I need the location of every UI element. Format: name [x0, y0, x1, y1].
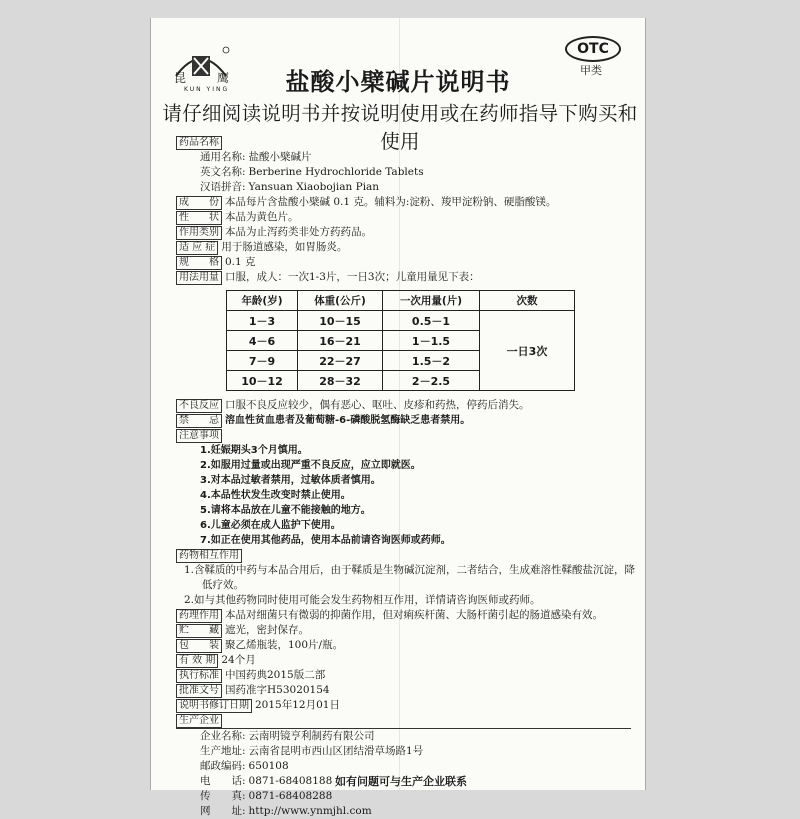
appearance-row: 性 状 本品为黄色片。	[176, 210, 636, 225]
dose-table	[226, 290, 575, 391]
precautions-header: 注意事项	[176, 428, 636, 443]
precaution-item: 6.儿童必须在成人监护下使用。	[200, 520, 341, 531]
precaution-item: 2.如服用过量或出现严重不良反应，应立即就医。	[200, 460, 421, 471]
frequency-cell: 一日3次	[480, 311, 575, 391]
precaution-item: 5.请将本品放在儿童不能接触的地方。	[200, 505, 371, 516]
precaution-item: 7.如正在使用其他药品，使用本品前请咨询医师或药师。	[200, 535, 451, 546]
table-cell: 10－12	[227, 371, 298, 391]
header-cell: 一次用量(片)	[383, 291, 480, 311]
drug-name-section	[176, 135, 636, 150]
page-title: 盐酸小檗碱片说明书	[285, 68, 511, 96]
table-row	[227, 311, 575, 331]
manufacturer-address-row: 生产地址: 云南省昆明市西山区团结滑草场路1号	[200, 745, 424, 757]
interaction-item: 2.如与其他药物同时使用可能会发生药物相互作用，详情请咨询医师或药师。	[184, 594, 541, 606]
dosage-row: 用法用量 口服，成人：一次1-3片，一日3次；儿童用量见下表：	[176, 270, 636, 285]
standard-row: 执行标准 中国药典2015版二部	[176, 668, 636, 683]
table-cell: 28－32	[298, 371, 383, 391]
contraindications-row: 禁 忌 溶血性贫血患者及葡萄糖-6-磷酸脱氢酶缺乏患者禁用。	[176, 413, 636, 428]
table-cell: 1.5－2	[383, 351, 480, 371]
manufacturer-phone-row: 电 话: 0871-68408188	[200, 775, 333, 787]
ingredients-row: 成 份 本品每片含盐酸小檗碱 0.1 克。辅料为:淀粉、羧甲淀粉钠、硬脂酸镁。	[176, 195, 636, 210]
manufacturer-fax-row: 传 真: 0871-68408288	[200, 790, 333, 802]
pinyin-row: 汉语拼音: Yansuan Xiaobojian Pian	[200, 181, 380, 193]
section-label: 药品名称	[176, 136, 222, 150]
leaflet-content	[176, 135, 636, 819]
precaution-item: 4.本品性状发生改变时禁止使用。	[200, 490, 351, 501]
table-cell: 0.5－1	[383, 311, 480, 331]
manufacturer-web-row: 网 址: http://www.ynmjhl.com	[200, 805, 372, 817]
svg-text:鹰: 鹰	[217, 71, 230, 85]
header-cell: 次数	[480, 291, 575, 311]
storage-row: 贮 藏 遮光，密封保存。	[176, 623, 636, 638]
approval-row: 批准文号 国药准字H53020154	[176, 683, 636, 698]
interactions-header: 药物相互作用	[176, 548, 636, 563]
pharmacology-row: 药理作用 本品对细菌只有微弱的抑菌作用，但对痢疾杆菌、大肠杆菌引起的肠道感染有效。	[176, 608, 636, 623]
manufacturer-name-row: 企业名称: 云南明镜亨利制药有限公司	[200, 730, 375, 742]
table-cell: 4－6	[227, 331, 298, 351]
dose-table-header	[227, 291, 575, 311]
table-cell: 16－21	[298, 331, 383, 351]
adverse-row: 不良反应 口服不良反应较少，偶有恶心、呕吐、皮疹和药热，停药后消失。	[176, 398, 636, 413]
revision-row: 说明书修订日期 2015年12月01日	[176, 698, 636, 713]
manufacturer-header: 生产企业	[176, 713, 631, 729]
otc-badge: OTC	[565, 36, 621, 62]
table-cell: 7－9	[227, 351, 298, 371]
table-cell: 1－1.5	[383, 331, 480, 351]
english-name-row: 英文名称: Berberine Hydrochloride Tablets	[200, 166, 424, 178]
indications-row: 适 应 症 用于肠道感染，如胃肠炎。	[176, 240, 636, 255]
interaction-item: 1.含鞣质的中药与本品合用后，由于鞣质是生物碱沉淀剂，二者结合，生成难溶性鞣酸盐沉淀，降低疗效。	[184, 564, 636, 591]
page-subtitle: 请仔细阅读说明书并按说明使用或在药师指导下购买和使用	[162, 102, 638, 153]
header-cell: 年龄(岁)	[227, 291, 298, 311]
validity-row: 有 效 期 24个月	[176, 653, 636, 668]
precaution-item: 1.妊娠期头3个月慎用。	[200, 445, 308, 456]
otc-class: 甲类	[580, 64, 602, 77]
table-cell: 2－2.5	[383, 371, 480, 391]
svg-text:昆: 昆	[174, 71, 187, 85]
common-name-row: 通用名称: 盐酸小檗碱片	[200, 151, 312, 163]
specification-row: 规 格 0.1 克	[176, 255, 636, 270]
brand-logo	[172, 46, 230, 86]
header-cell: 体重(公斤)	[298, 291, 383, 311]
manufacturer-postcode-row: 邮政编码: 650108	[200, 760, 289, 772]
package-row: 包 装 聚乙烯瓶装，100片/瓶。	[176, 638, 636, 653]
table-cell: 10－15	[298, 311, 383, 331]
footer-note: 如有问题可与生产企业联系	[335, 775, 467, 788]
brand-logo-text: KUN YING	[184, 86, 230, 93]
category-row: 作用类别 本品为止泻药类非处方药药品。	[176, 225, 636, 240]
table-cell: 1－3	[227, 311, 298, 331]
table-cell: 22－27	[298, 351, 383, 371]
precaution-item: 3.对本品过敏者禁用，过敏体质者慎用。	[200, 475, 381, 486]
